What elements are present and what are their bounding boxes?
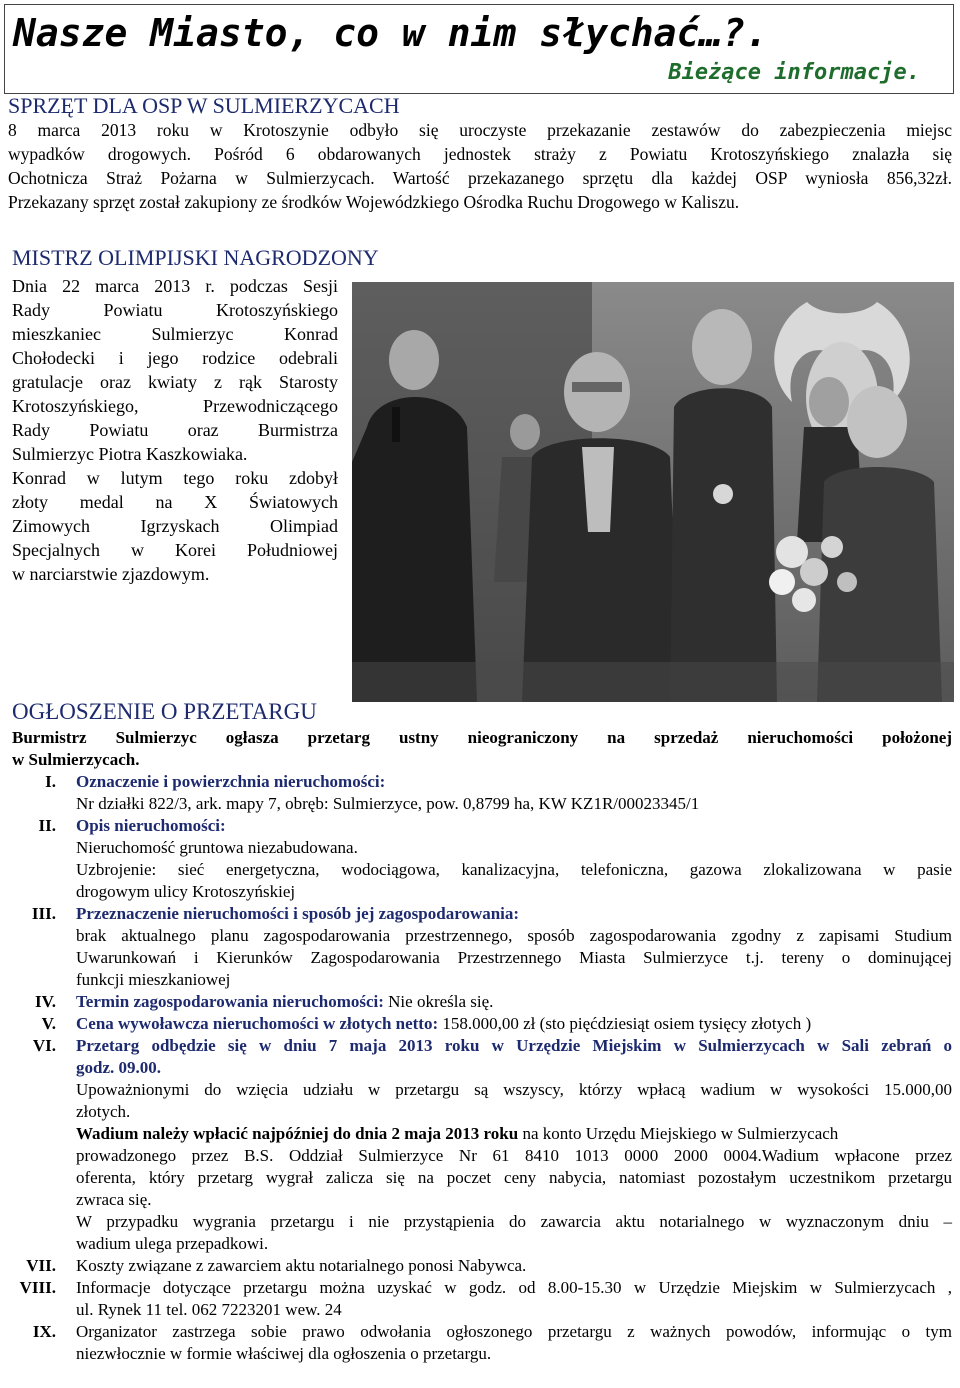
tender-section-number: V. [41, 1014, 56, 1033]
olympic-line: Sulmierzyc Piotra Kaszkowiaka. [12, 444, 248, 464]
tender-text: funkcji mieszkaniowej [76, 970, 231, 989]
tender-line-deposit [76, 1123, 838, 1145]
tender-section-number: IX. [32, 1322, 56, 1341]
tender-intro-cont: w Sulmierzycach. [12, 750, 140, 769]
osp-line: 8 marca 2013 roku w Krotoszynie odbyło się uroczyste przekazanie zestawów do zabezpieczenia miejsc [8, 120, 952, 140]
tender-text: Uwarunkowań i Kierunków Zagospodarowania Przestrzennego Miasta Sulmierzyce t.j. tereny o dominującej [76, 948, 952, 967]
masthead-title: Nasze Miasto, co w nim słychać…?. [13, 11, 768, 55]
tender-section-title: Przetarg odbędzie się w dniu 7 maja 2013 roku w Urzędzie Miejskim w Sulmierzycach w Sali zebrań o [76, 1036, 952, 1055]
tender-text: Informacje dotyczące przetargu można uzyskać w godz. od 8.00-15.30 w Urzędzie Miejskim w Sulmierzycach , [76, 1278, 952, 1297]
tender-text: Uzbrojenie: sieć energetyczna, wodociągowa, kanalizacyjna, telefoniczna, gazowa zlokalizowana w pasie [76, 860, 952, 879]
olympic-line: w narciarstwie zjazdowym. [12, 564, 210, 584]
olympic-line: Dnia 22 marca 2013 r. podczas Sesji [12, 276, 338, 296]
olympic-line: gratulacje oraz kwiaty z rąk Starosty [12, 372, 338, 392]
tender-section-number: I. [45, 772, 56, 791]
tender-text: wadium ulega przepadkowi. [76, 1234, 269, 1253]
osp-line: wypadków drogowych. Pośród 6 obdarowanych jednostek straży z Powiatu Krotoszyńskiego znalazła się [8, 144, 952, 164]
masthead-subtitle: Bieżące informacje. [668, 60, 920, 85]
tender-text: Upoważnionymi do wzięcia udziału w przetargu są wszyscy, którzy wpłacą wadium w wysokości 15.000,00 [76, 1080, 952, 1099]
tender-section-number: IV. [35, 992, 56, 1011]
tender-text: W przypadku wygrania przetargu i nie przystąpienia do zawarcia aktu notarialnego w wyznaczonym dniu – [76, 1212, 952, 1231]
tender-section-number: VIII. [19, 1278, 56, 1297]
ceremony-photo [352, 282, 954, 702]
tender-section-title: Cena wywoławcza nieruchomości w złotych netto: [76, 1014, 439, 1033]
tender-text: na konto Urzędu Miejskiego w Sulmierzycach [518, 1124, 839, 1143]
olympic-heading: MISTRZ OLIMPIJSKI NAGRODZONY [12, 245, 379, 270]
tender-text: Nie określa się. [383, 992, 494, 1011]
tender-deposit-deadline: Wadium należy wpłacić najpóźniej do dnia 2 maja 2013 roku [76, 1124, 519, 1143]
tender-text: oferenta, który przetarg wygrał zalicza się na poczet ceny nabycia, natomiast pozostałym uczestnikom przetargu [76, 1168, 952, 1187]
olympic-line: Rady Powiatu oraz Burmistrza [12, 420, 338, 440]
tender-text: ul. Rynek 11 tel. 062 7223201 wew. 24 [76, 1300, 342, 1319]
tender-section-title: Oznaczenie i powierzchnia nieruchomości: [76, 772, 386, 791]
ceremony-photo-illustration [352, 282, 954, 702]
tender-section-number: VI. [32, 1036, 56, 1055]
osp-heading: SPRZĘT DLA OSP W SULMIERZYCACH [8, 93, 400, 118]
tender-line-v [76, 1013, 811, 1035]
tender-text: Organizator zastrzega sobie prawo odwołania ogłoszonego przetargu z ważnych powodów, informując o tym [76, 1322, 952, 1341]
tender-text: brak aktualnego planu zagospodarowania przestrzennego, sposób zagospodarowania zgodny z zapisami Studium [76, 926, 952, 945]
tender-text: prowadzonego przez B.S. Oddział Sulmierzyce Nr 61 8410 1013 0000 2000 0004.Wadium wpłacone przez [76, 1146, 952, 1165]
tender-text: zwraca się. [76, 1190, 152, 1209]
tender-text: drogowym ulicy Krotoszyńskiej [76, 882, 296, 901]
olympic-line: Krotoszyńskiego, Przewodniczącego [12, 396, 338, 416]
tender-text: niezwłocznie w formie właściwej dla ogłoszenia o przetargu. [76, 1344, 492, 1363]
tender-section-title: Opis nieruchomości: [76, 816, 226, 835]
tender-section-number: III. [31, 904, 56, 923]
osp-line: Przekazany sprzęt został zakupiony ze środków Wojewódzkiego Ośrodka Ruchu Drogowego w Kaliszu. [8, 192, 740, 212]
tender-section-title-cont: godz. 09.00. [76, 1058, 161, 1077]
olympic-line: Chołodecki i jego rodzice odebrali [12, 348, 338, 368]
olympic-line: Zimowych Igrzyskach Olimpiad [12, 516, 338, 536]
tender-section-number: VII. [26, 1256, 56, 1275]
olympic-line: Specjalnych w Korei Południowej [12, 540, 338, 560]
tender-text: 158.000,00 zł (sto pięćdziesiąt osiem tysięcy złotych ) [438, 1014, 812, 1033]
tender-heading: OGŁOSZENIE O PRZETARGU [12, 699, 317, 724]
tender-text: złotych. [76, 1102, 131, 1121]
olympic-line: Konrad w lutym tego roku zdobył [12, 468, 338, 488]
olympic-line: mieszkaniec Sulmierzyc Konrad [12, 324, 338, 344]
tender-intro: Burmistrz Sulmierzyc ogłasza przetarg ustny nieograniczony na sprzedaż nieruchomości położonej [12, 728, 952, 747]
tender-text: Nieruchomość gruntowa niezabudowana. [76, 838, 358, 857]
olympic-line: złoty medal na X Światowych [12, 492, 338, 512]
tender-section-title: Przeznaczenie nieruchomości i sposób jej zagospodarowania: [76, 904, 520, 923]
tender-text: Nr działki 822/3, ark. mapy 7, obręb: Sulmierzyce, pow. 0,8799 ha, KW KZ1R/00023345/1 [76, 794, 700, 813]
tender-section-number: II. [38, 816, 56, 835]
osp-line: Ochotnicza Straż Pożarna w Sulmierzycach. Wartość przekazanego sprzętu dla każdej OSP wyniosła 856,32zł. [8, 168, 952, 188]
tender-section-title: Termin zagospodarowania nieruchomości: [76, 992, 384, 1011]
tender-line-iv [76, 991, 493, 1013]
tender-text: Koszty związane z zawarciem aktu notarialnego ponosi Nabywca. [76, 1256, 527, 1275]
olympic-line: Rady Powiatu Krotoszyńskiego [12, 300, 338, 320]
